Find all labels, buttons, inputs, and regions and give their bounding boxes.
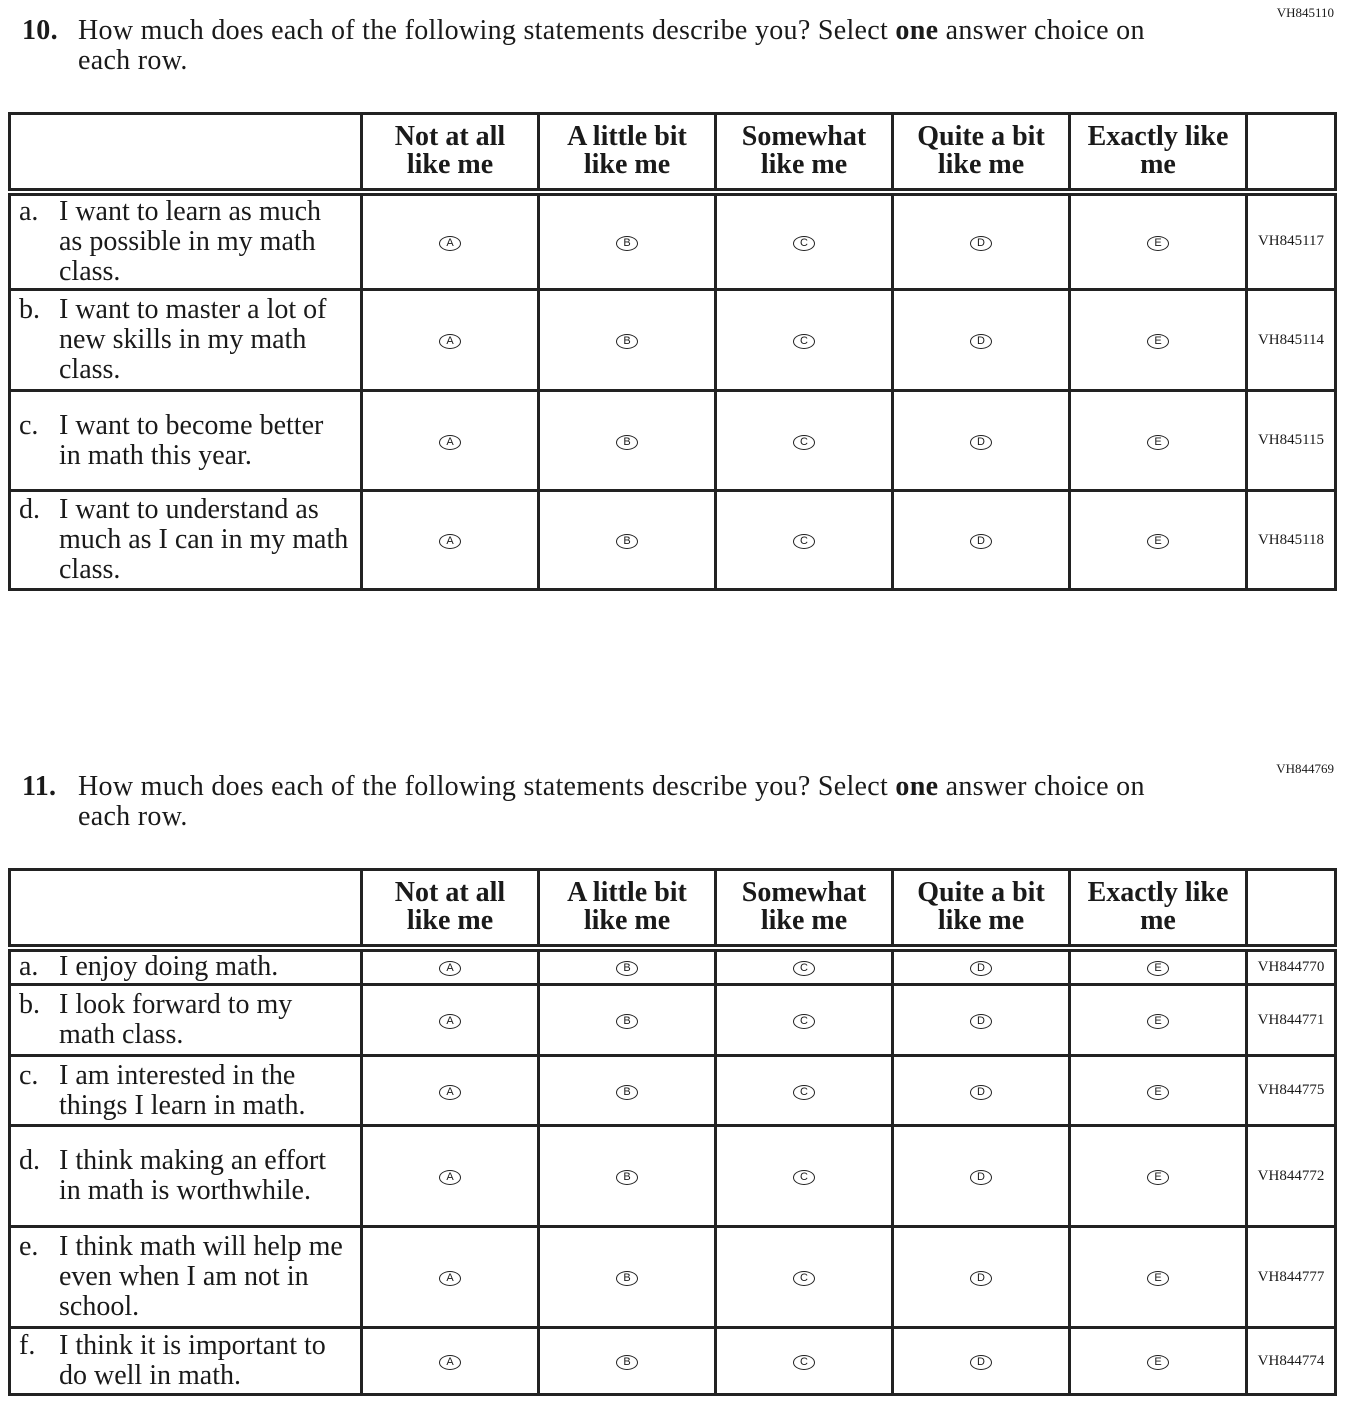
answer-bubble-a[interactable]: A: [439, 1014, 461, 1029]
option-cell: [1070, 1328, 1247, 1395]
item-code: VH845117: [1247, 192, 1336, 290]
option-cell: [1070, 491, 1247, 590]
answer-bubble-c[interactable]: C: [793, 1271, 815, 1286]
option-cell: [1070, 391, 1247, 491]
answer-bubble-c[interactable]: C: [793, 334, 815, 349]
answer-bubble-e[interactable]: E: [1147, 1271, 1169, 1286]
answer-bubble-c[interactable]: C: [793, 1085, 815, 1100]
answer-bubble-c[interactable]: C: [793, 1355, 815, 1370]
column-header: [1070, 870, 1247, 948]
option-cell: [362, 192, 539, 290]
statement-cell: [10, 948, 362, 985]
column-header-label: A little bit: [567, 121, 687, 153]
option-cell: [893, 192, 1070, 290]
column-header-label: Somewhat: [741, 877, 867, 909]
question-number: 11.: [22, 771, 57, 802]
answer-bubble-d[interactable]: D: [970, 236, 992, 251]
question-code: VH844769: [1276, 761, 1334, 776]
answer-bubble-a[interactable]: A: [439, 534, 461, 549]
option-cell: [716, 1126, 893, 1227]
column-header-label: like me: [406, 149, 494, 181]
answer-bubble-e[interactable]: E: [1147, 1085, 1169, 1100]
prompt-text: How much does each of the following statements describe you? Select: [78, 771, 896, 802]
option-cell: [539, 1056, 716, 1126]
statement-text: I want to learn as much as possible in my math class.: [59, 195, 322, 287]
option-cell: [362, 985, 539, 1056]
response-grid: [8, 112, 1337, 591]
option-cell: [539, 391, 716, 491]
item-code: VH844777: [1247, 1227, 1336, 1328]
answer-bubble-c[interactable]: C: [793, 534, 815, 549]
response-grid: [8, 868, 1337, 1396]
option-cell: [893, 948, 1070, 985]
statement-letter: a.: [19, 195, 39, 227]
answer-bubble-c[interactable]: C: [793, 961, 815, 976]
option-cell: [539, 948, 716, 985]
answer-bubble-b[interactable]: B: [616, 961, 638, 976]
option-cell: [539, 192, 716, 290]
statement-cell: [10, 391, 362, 491]
option-cell: [716, 1328, 893, 1395]
option-cell: [716, 391, 893, 491]
option-cell: [539, 985, 716, 1056]
statement-text: I think making an effort in math is worthwhile.: [59, 1145, 326, 1206]
option-cell: [362, 290, 539, 391]
answer-bubble-b[interactable]: B: [616, 1271, 638, 1286]
option-cell: [893, 985, 1070, 1056]
answer-bubble-b[interactable]: B: [616, 1085, 638, 1100]
option-cell: [1070, 948, 1247, 985]
statement-cell: [10, 1328, 362, 1395]
answer-bubble-b[interactable]: B: [616, 1014, 638, 1029]
item-code: VH845118: [1247, 491, 1336, 590]
statement-letter: e.: [19, 1231, 39, 1262]
statement-letter: a.: [19, 951, 39, 983]
option-cell: [1070, 1227, 1247, 1328]
answer-bubble-d[interactable]: D: [970, 1170, 992, 1185]
statement-text: I want to understand as much as I can in my math class.: [59, 494, 349, 585]
option-cell: [893, 290, 1070, 391]
option-cell: [539, 1126, 716, 1227]
prompt-text: How much does each of the following statements describe you? Select: [78, 15, 896, 46]
answer-bubble-a[interactable]: A: [439, 1271, 461, 1286]
statement-cell: [10, 1056, 362, 1126]
statement-text: I am interested in the things I learn in math.: [59, 1059, 306, 1121]
column-header-label: me: [1140, 905, 1176, 937]
answer-bubble-b[interactable]: B: [616, 534, 638, 549]
column-header-label: like me: [937, 149, 1025, 181]
item-code: VH845114: [1247, 290, 1336, 391]
answer-bubble-e[interactable]: E: [1147, 334, 1169, 349]
answer-bubble-e[interactable]: E: [1147, 236, 1169, 251]
option-cell: [1070, 290, 1247, 391]
table-row: [10, 985, 1336, 1056]
column-header-label: A little bit: [567, 877, 687, 909]
column-header: [1070, 114, 1247, 192]
option-cell: [716, 1056, 893, 1126]
statement-cell: [10, 1126, 362, 1227]
prompt-text: answer choice on each row.: [78, 15, 1145, 76]
statement-text: I think math will help me even when I am not in school.: [59, 1231, 343, 1322]
answer-bubble-a[interactable]: A: [439, 435, 461, 450]
column-header-label: Exactly like: [1087, 121, 1229, 153]
column-header: [893, 114, 1070, 192]
answer-bubble-a[interactable]: A: [439, 1085, 461, 1100]
option-cell: [893, 1126, 1070, 1227]
answer-bubble-d[interactable]: D: [970, 1085, 992, 1100]
option-cell: [362, 391, 539, 491]
statement-text: I want to master a lot of new skills in my math class.: [59, 294, 327, 385]
statement-text: I enjoy doing math.: [59, 951, 279, 983]
statement-cell: [10, 491, 362, 590]
table-row: [10, 391, 1336, 491]
statement-letter: b.: [19, 294, 40, 325]
table-row: [10, 290, 1336, 391]
column-header-label: Quite a bit: [917, 877, 1045, 909]
column-header: [716, 870, 893, 948]
answer-bubble-b[interactable]: B: [616, 1170, 638, 1185]
question-code: VH845110: [1276, 5, 1334, 20]
header-row: [10, 870, 1336, 948]
option-cell: [362, 1056, 539, 1126]
option-cell: [539, 1328, 716, 1395]
option-cell: [362, 491, 539, 590]
column-header: [362, 114, 539, 192]
question-prompt: [22, 15, 1182, 76]
option-cell: [362, 1328, 539, 1395]
table-row: [10, 192, 1336, 290]
prompt-emphasis: one: [895, 15, 939, 46]
table-row: [10, 1056, 1336, 1126]
answer-bubble-d[interactable]: D: [970, 1271, 992, 1286]
statement-letter: c.: [19, 1059, 39, 1091]
answer-bubble-d[interactable]: D: [970, 534, 992, 549]
question-text: [78, 772, 1188, 832]
column-header: [893, 870, 1070, 948]
statement-cell: [10, 985, 362, 1056]
question-number: 10.: [22, 15, 58, 46]
column-header-label: like me: [583, 149, 671, 181]
answer-bubble-e[interactable]: E: [1147, 961, 1169, 976]
option-cell: [716, 491, 893, 590]
statement-letter: b.: [19, 989, 40, 1020]
column-header-label: like me: [760, 905, 848, 937]
item-code: VH844770: [1247, 948, 1336, 985]
column-header-label: Somewhat: [741, 121, 867, 153]
statement-letter: f.: [19, 1330, 36, 1361]
column-header-label: Not at all: [394, 877, 506, 909]
option-cell: [362, 1126, 539, 1227]
column-header-label: Quite a bit: [917, 121, 1045, 153]
table-row: [10, 1227, 1336, 1328]
answer-bubble-a[interactable]: A: [439, 1355, 461, 1370]
answer-bubble-c[interactable]: C: [793, 236, 815, 251]
header-blank: [10, 870, 362, 948]
statement-text: I look forward to my math class.: [59, 989, 293, 1050]
answer-bubble-a[interactable]: A: [439, 961, 461, 976]
statement-text: I think it is important to do well in math.: [59, 1330, 326, 1391]
option-cell: [362, 1227, 539, 1328]
column-header-label: like me: [937, 905, 1025, 937]
answer-bubble-c[interactable]: C: [793, 1170, 815, 1185]
option-cell: [362, 948, 539, 985]
option-cell: [1070, 985, 1247, 1056]
option-cell: [716, 1227, 893, 1328]
statement-letter: d.: [19, 494, 40, 525]
answer-bubble-c[interactable]: C: [793, 435, 815, 450]
header-row: [10, 114, 1336, 192]
answer-bubble-b[interactable]: B: [616, 435, 638, 450]
column-header: [362, 870, 539, 948]
option-cell: [893, 491, 1070, 590]
answer-bubble-b[interactable]: B: [616, 1355, 638, 1370]
header-blank: [10, 114, 362, 192]
column-header: [716, 114, 893, 192]
answer-bubble-d[interactable]: D: [970, 435, 992, 450]
option-cell: [1070, 1126, 1247, 1227]
table-row: [10, 1126, 1336, 1227]
statement-text: I want to become better in math this year.: [59, 409, 324, 471]
option-cell: [716, 192, 893, 290]
column-header-label: Exactly like: [1087, 877, 1229, 909]
option-cell: [1070, 192, 1247, 290]
question-text: [78, 16, 1188, 76]
statement-letter: c.: [19, 409, 39, 441]
statement-cell: [10, 290, 362, 391]
table-row: [10, 1328, 1336, 1395]
answer-bubble-b[interactable]: B: [616, 334, 638, 349]
column-header-label: me: [1140, 149, 1176, 181]
item-code: VH845115: [1247, 391, 1336, 491]
table-row: [10, 948, 1336, 985]
option-cell: [539, 491, 716, 590]
header-code-blank: [1247, 870, 1336, 948]
option-cell: [716, 290, 893, 391]
item-code: VH844774: [1247, 1328, 1336, 1395]
answer-bubble-a[interactable]: A: [439, 1170, 461, 1185]
answer-bubble-c[interactable]: C: [793, 1014, 815, 1029]
answer-bubble-a[interactable]: A: [439, 236, 461, 251]
column-header: [539, 114, 716, 192]
answer-bubble-e[interactable]: E: [1147, 435, 1169, 450]
option-cell: [1070, 1056, 1247, 1126]
option-cell: [716, 985, 893, 1056]
column-header-label: like me: [406, 905, 494, 937]
answer-bubble-e[interactable]: E: [1147, 1014, 1169, 1029]
statement-cell: [10, 192, 362, 290]
option-cell: [893, 1056, 1070, 1126]
option-cell: [539, 290, 716, 391]
prompt-emphasis: one: [895, 771, 939, 802]
question-prompt: [22, 771, 1182, 832]
column-header-label: like me: [583, 905, 671, 937]
answer-bubble-d[interactable]: D: [970, 961, 992, 976]
option-cell: [893, 391, 1070, 491]
option-cell: [716, 948, 893, 985]
answer-bubble-e[interactable]: E: [1147, 1170, 1169, 1185]
answer-bubble-a[interactable]: A: [439, 334, 461, 349]
statement-letter: d.: [19, 1145, 40, 1176]
column-header-label: like me: [760, 149, 848, 181]
item-code: VH844772: [1247, 1126, 1336, 1227]
answer-bubble-e[interactable]: E: [1147, 1355, 1169, 1370]
option-cell: [539, 1227, 716, 1328]
option-cell: [893, 1227, 1070, 1328]
answer-bubble-d[interactable]: D: [970, 1014, 992, 1029]
column-header: [539, 870, 716, 948]
answer-bubble-d[interactable]: D: [970, 1355, 992, 1370]
answer-bubble-d[interactable]: D: [970, 334, 992, 349]
column-header-label: Not at all: [394, 121, 506, 153]
statement-cell: [10, 1227, 362, 1328]
option-cell: [893, 1328, 1070, 1395]
answer-bubble-b[interactable]: B: [616, 236, 638, 251]
prompt-text: answer choice on each row.: [78, 771, 1145, 832]
header-code-blank: [1247, 114, 1336, 192]
item-code: VH844771: [1247, 985, 1336, 1056]
table-row: [10, 491, 1336, 590]
answer-bubble-e[interactable]: E: [1147, 534, 1169, 549]
item-code: VH844775: [1247, 1056, 1336, 1126]
